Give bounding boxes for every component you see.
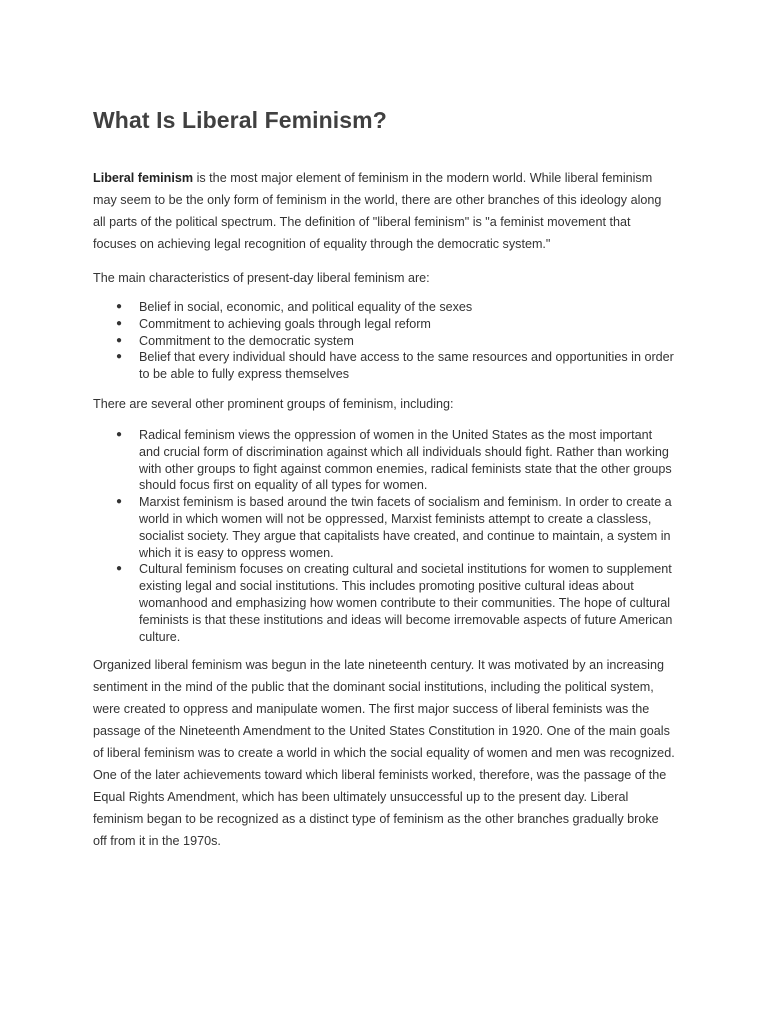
list-item: [93, 333, 675, 350]
document-page: [93, 104, 675, 864]
bullet-icon: ●: [116, 334, 123, 346]
list-item-text: Commitment to achieving goals through legal reform: [139, 316, 431, 331]
bullet-icon: ●: [116, 301, 123, 312]
bullet-icon: ●: [116, 351, 123, 363]
list-item: [93, 299, 675, 316]
characteristics-list: [93, 299, 675, 383]
bullet-icon: ●: [116, 317, 123, 329]
history-paragraph: Organized liberal feminism was begun in the late nineteenth century. It was motivated by an increasing sentiment in the mind of the public that the dominant social institutions, including the political system, were created to oppress and manipulate women. The first major success of liberal feminists was the passage of the Nineteenth Amendment to the United States Constitution in 1920. One of the main goals of liberal feminism was to create a world in which the social equality of women and men was recognized. One of the later achievements toward which liberal feminists worked, therefore, was the passage of the Equal Rights Amendment, which has been ultimately unsuccessful up to the present day. Liberal feminism began to be recognized as a distinct type of feminism as the other branches gradually broke off from it in the 1970s.: [93, 658, 675, 849]
intro-paragraph: [93, 167, 675, 255]
list-item: [93, 494, 675, 561]
list-item-text: Belief in social, economic, and political equality of the sexes: [139, 300, 473, 314]
intro-text: is the most major element of feminism in the modern world. While liberal feminism may seem to be the only form of feminism in the world, there are other branches of this ideology along all parts of the political spectrum. The definition of "liberal feminism" is "a feminist movement that focuses on achieving legal recognition of equality through the democratic system.": [93, 171, 662, 251]
groups-intro: There are several other prominent groups of feminism, including:: [93, 396, 454, 411]
characteristics-intro: The main characteristics of present-day liberal feminism are:: [93, 271, 430, 285]
list-item-text: Radical feminism views the oppression of women in the United States as the most important and crucial form of discrimination against which all individuals should fight. Rather than working with other groups to fight against common enemies, radical feminists state that the other groups should focus first on equality of all types for women.: [139, 427, 672, 493]
intro-bold-lead: Liberal feminism: [93, 171, 194, 185]
list-item-text: Commitment to the democratic system: [139, 333, 354, 348]
bullet-icon: ●: [116, 563, 123, 575]
list-item-text: Cultural feminism focuses on creating cultural and societal institutions for women to supplement existing legal and social institutions. This includes promoting positive cultural ideas about womanhood and emphasizing how women contribute to their communities. The hope of cultural feminists is that these institutions and ideas will become irremovable aspects of future American culture.: [139, 562, 673, 644]
list-item: [93, 561, 675, 645]
page-title: What Is Liberal Feminism?: [93, 107, 387, 133]
list-item-text: Marxist feminism is based around the twin facets of socialism and feminism. In order to create a world in which women will not be oppressed, Marxist feminists attempt to create a classless, socialist society. They argue that capitalists have created, and continue to maintain, a system in which it is easy to oppress women.: [139, 495, 672, 560]
list-item: [93, 316, 675, 333]
groups-list: [93, 427, 675, 645]
list-item: [93, 427, 675, 494]
bullet-icon: ●: [116, 496, 123, 508]
list-item-text: Belief that every individual should have access to the same resources and opportunities in order to be able to fully express themselves: [139, 350, 674, 382]
list-item: [93, 349, 675, 383]
bullet-icon: ●: [116, 428, 123, 440]
